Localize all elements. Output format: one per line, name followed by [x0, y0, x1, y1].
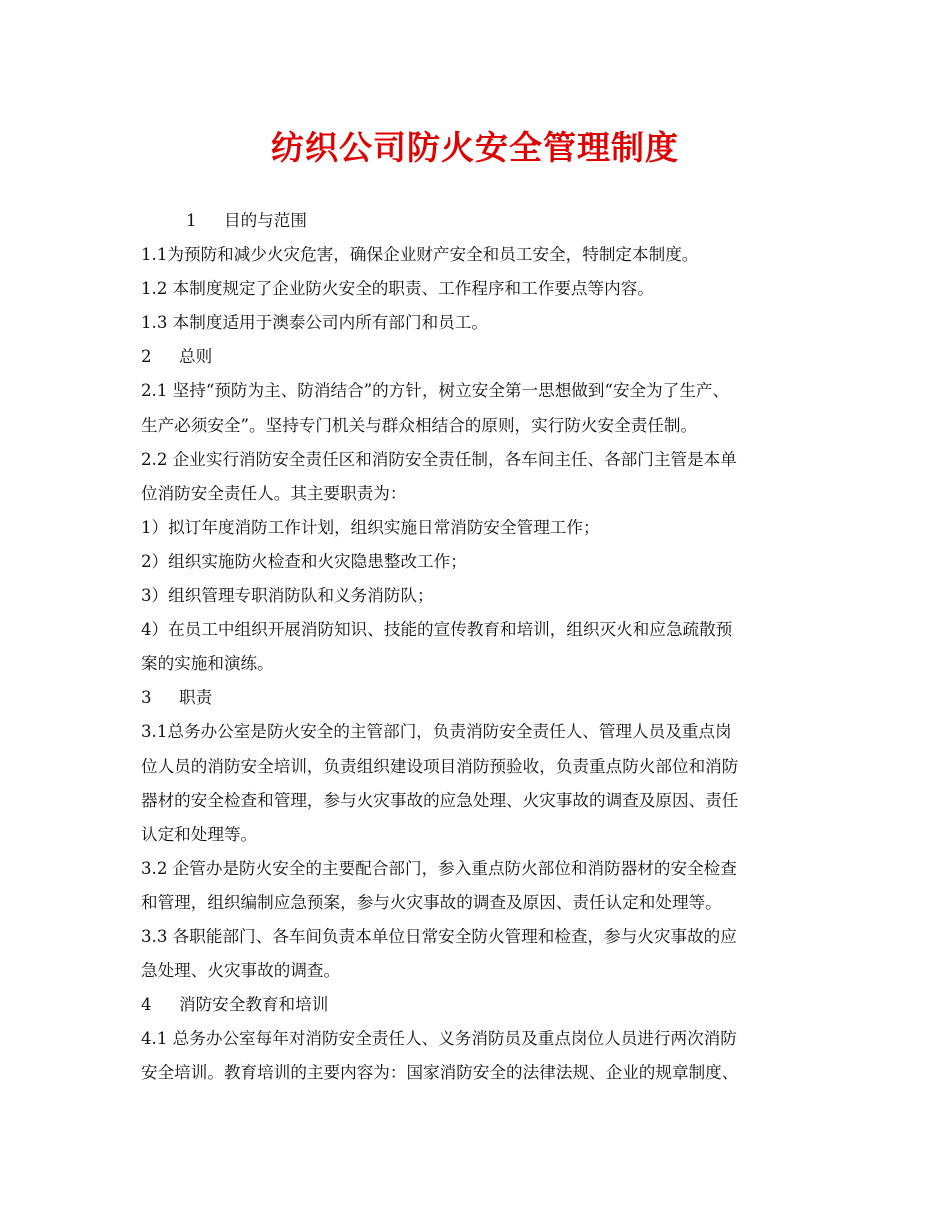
paragraph-line: 位消防安全责任人。其主要职责为： — [141, 483, 407, 503]
paragraph-line: 安全培训。教育培训的主要内容为：国家消防安全的法律法规、企业的规章制度、 — [141, 1063, 739, 1083]
list-item: 4）在员工中组织开展消防知识、技能的宣传教育和培训，组织灭火和应急疏散预 — [141, 620, 733, 640]
paragraph-line: 急处理、火灾事故的调查。 — [141, 961, 341, 981]
paragraph-line: 生产必须安全”。坚持专门机关与群众相结合的原则，实行防火安全责任制。 — [141, 415, 698, 435]
section-number: 3 — [141, 688, 152, 708]
paragraph-line: 1.3 本制度适用于澳泰公司内所有部门和员工。 — [141, 313, 488, 333]
paragraph-line: 3.3 各职能部门、各车间负责本单位日常安全防火管理和检查，参与火灾事故的应 — [141, 926, 737, 946]
paragraph-line: 2.2 企业实行消防安全责任区和消防安全责任制，各车间主任、各部门主管是本单 — [141, 449, 737, 469]
paragraph-line: 和管理，组织编制应急预案，参与火灾事故的调查及原因、责任认定和处理等。 — [141, 892, 722, 912]
list-item: 3）组织管理专职消防队和义务消防队； — [141, 586, 434, 606]
paragraph-line: 案的实施和演练。 — [141, 654, 274, 674]
section-heading-3 — [141, 681, 823, 715]
paragraph-line: 认定和处理等。 — [141, 824, 258, 844]
paragraph-line: 1.2 本制度规定了企业防火安全的职责、工作程序和工作要点等内容。 — [141, 279, 654, 299]
section-heading-text: 总则 — [179, 347, 213, 367]
paragraph-line: 器材的安全检查和管理，参与火灾事故的应急处理、火灾事故的调查及原因、责任 — [141, 790, 739, 810]
section-heading-text: 目的与范围 — [224, 211, 307, 230]
paragraph-line: 2.1 坚持“预防为主、防消结合”的方针，树立安全第一思想做到“安全为了生产、 — [141, 381, 730, 401]
paragraph-line: 位人员的消防安全培训，负责组织建设项目消防预验收，负责重点防火部位和消防 — [141, 756, 739, 776]
document-title: 纺织公司防火安全管理制度 — [271, 128, 679, 167]
document-body — [141, 204, 823, 1090]
section-heading-2 — [141, 340, 823, 374]
section-number: 1 — [186, 211, 197, 230]
list-item: 2）组织实施防火检查和火灾隐患整改工作； — [141, 551, 467, 571]
paragraph-line: 3.2 企管办是防火安全的主要配合部门，参入重点防火部位和消防器材的安全检查 — [141, 858, 737, 878]
section-heading-text: 职责 — [179, 688, 213, 708]
section-number: 2 — [141, 347, 152, 367]
section-heading-1 — [141, 204, 823, 238]
section-heading-4 — [141, 988, 823, 1022]
paragraph-line: 1.1为预防和减少火灾危害，确保企业财产安全和员工安全，特制定本制度。 — [141, 245, 699, 265]
paragraph-line: 4.1 总务办公室每年对消防安全责任人、义务消防员及重点岗位人员进行两次消防 — [141, 1029, 737, 1049]
list-item: 1）拟订年度消防工作计划，组织实施日常消防安全管理工作； — [141, 517, 600, 537]
paragraph-line: 3.1总务办公室是防火安全的主管部门，负责消防安全责任人、管理人员及重点岗 — [141, 722, 732, 742]
section-number: 4 — [141, 995, 152, 1015]
section-heading-text: 消防安全教育和培训 — [179, 995, 329, 1015]
